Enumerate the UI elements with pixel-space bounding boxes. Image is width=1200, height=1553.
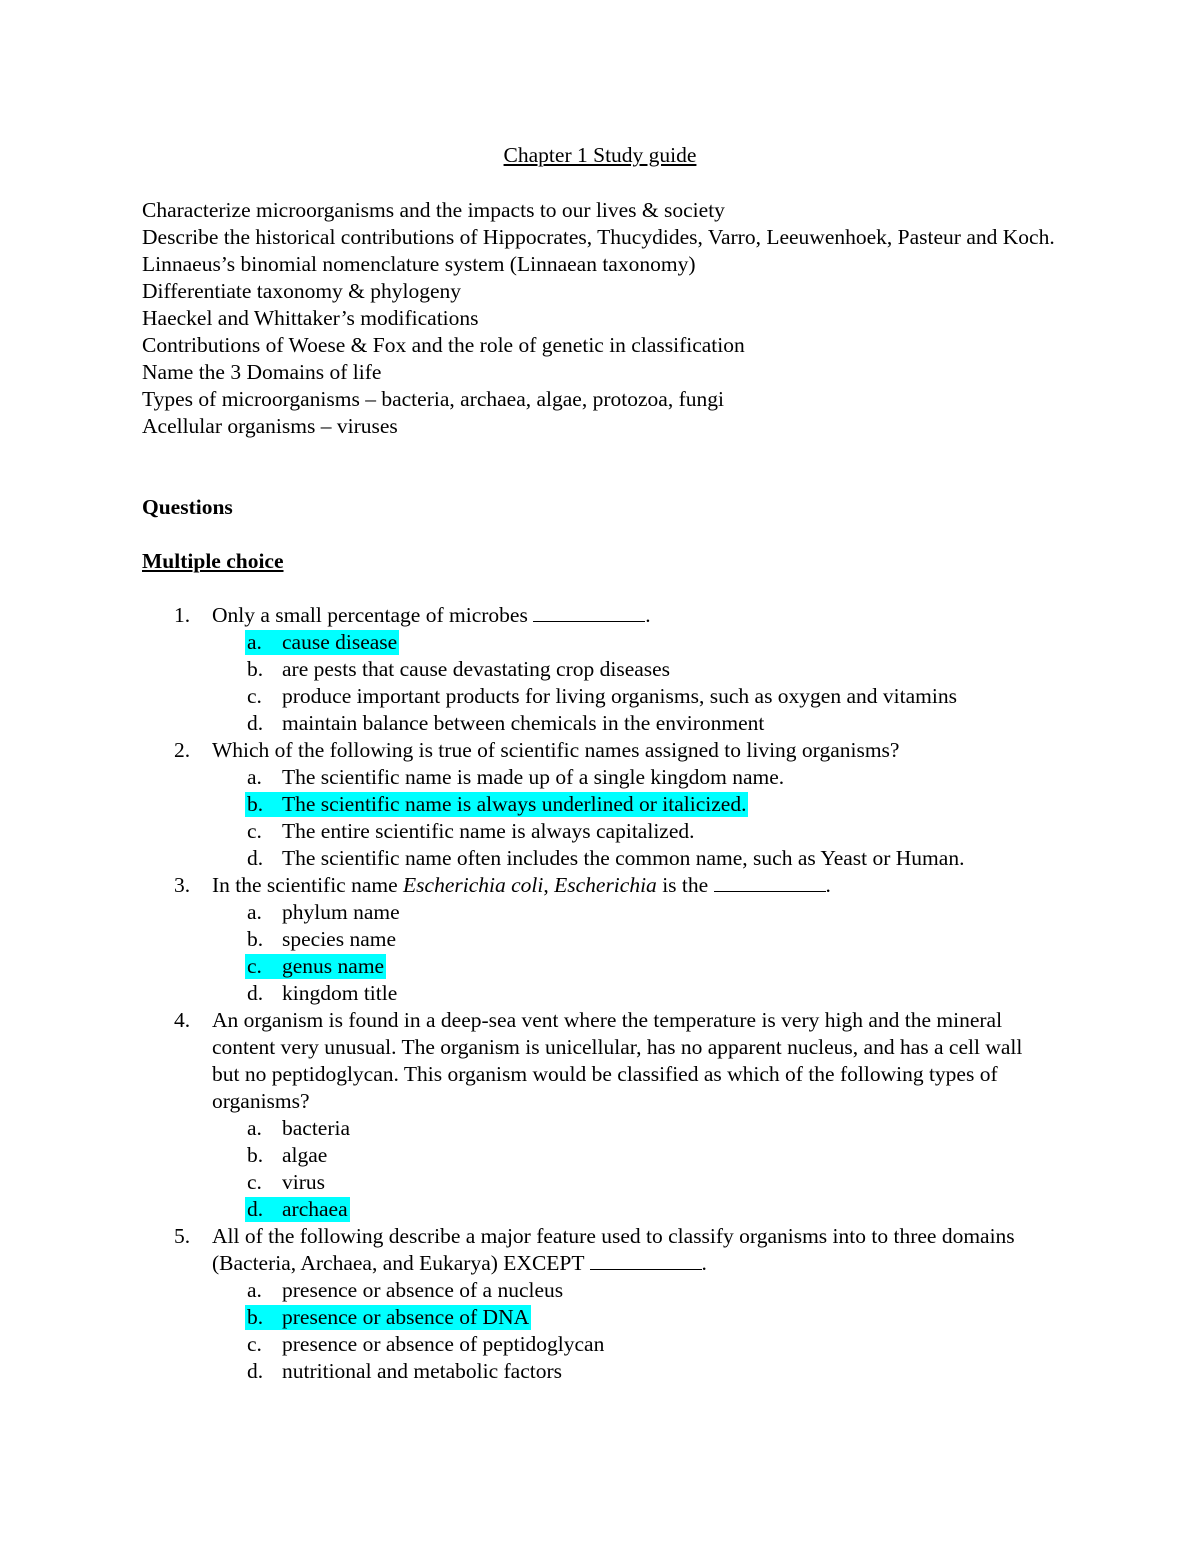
answer-option — [0, 1115, 1200, 1142]
answer-option-highlighted — [0, 1304, 1200, 1331]
question-stem — [212, 603, 651, 627]
study-objectives — [142, 197, 1060, 440]
option-text: bacteria — [282, 1116, 351, 1140]
answer-option — [0, 683, 1200, 710]
option-text: The entire scientific name is always capitalized. — [282, 819, 695, 843]
option-letter: a. — [247, 900, 262, 924]
option-text: nutritional and metabolic factors — [282, 1359, 563, 1383]
option-letter: b. — [247, 657, 264, 681]
question-number: 2. — [174, 738, 191, 762]
option-text: virus — [282, 1170, 325, 1194]
option-letter: b. — [247, 1143, 264, 1167]
option-text: presence or absence of peptidoglycan — [282, 1332, 605, 1356]
page-title: Chapter 1 Study guide — [503, 143, 697, 167]
question-stem — [212, 1008, 1022, 1113]
option-letter: c. — [247, 819, 262, 843]
option-letter: a. — [247, 630, 262, 654]
option-letter: c. — [247, 684, 262, 708]
question-text: All of the following describe a major feature used to classify organisms into to three domains (Bacteria, Archaea, and Eukarya) EXCEPT — [212, 1224, 1015, 1275]
question-item — [0, 602, 1052, 629]
blank-suffix: . — [645, 603, 651, 627]
answer-option — [0, 899, 1200, 926]
option-text: The scientific name often includes the common name, such as Yeast or Human. — [282, 846, 965, 870]
blank-suffix: . — [701, 1251, 707, 1275]
answer-blank — [590, 1251, 702, 1270]
option-text: species name — [282, 927, 397, 951]
option-text: algae — [282, 1143, 328, 1167]
question-stem — [212, 1224, 1015, 1275]
question-stem — [212, 873, 831, 897]
objective-item: Characterize microorganisms and the impacts to our lives & society — [142, 198, 725, 222]
option-letter: c. — [247, 1332, 262, 1356]
question-item — [0, 872, 1052, 899]
answer-option — [0, 818, 1200, 845]
answer-option — [0, 1142, 1200, 1169]
answer-option-highlighted — [0, 953, 1200, 980]
option-letter: d. — [247, 981, 264, 1005]
question-number: 3. — [174, 873, 191, 897]
multiple-choice-heading: Multiple choice — [142, 549, 284, 573]
scientific-name-italic: Escherichia — [554, 873, 657, 897]
question-text: In the scientific name — [212, 873, 404, 897]
option-text: cause disease — [282, 630, 398, 654]
answer-option — [0, 980, 1200, 1007]
question-stem — [212, 738, 899, 762]
option-letter: a. — [247, 765, 262, 789]
option-letter: d. — [247, 1197, 264, 1221]
blank-suffix: . — [825, 873, 831, 897]
option-text: kingdom title — [282, 981, 398, 1005]
question-text: , — [543, 873, 555, 897]
scientific-name-italic: Escherichia coli — [403, 873, 544, 897]
answer-option-highlighted — [0, 629, 1200, 656]
option-text: The scientific name is always underlined or italicized. — [282, 792, 747, 816]
option-text: produce important products for living organisms, such as oxygen and vitamins — [282, 684, 957, 708]
option-letter: b. — [247, 927, 264, 951]
option-text: phylum name — [282, 900, 400, 924]
option-text: are pests that cause devastating crop diseases — [282, 657, 671, 681]
answer-option — [0, 1331, 1200, 1358]
option-letter: a. — [247, 1116, 262, 1140]
objective-item: Contributions of Woese & Fox and the role of genetic in classification — [142, 333, 745, 357]
question-text: Only a small percentage of microbes — [212, 603, 534, 627]
option-text: presence or absence of DNA — [282, 1305, 530, 1329]
objective-item: Name the 3 Domains of life — [142, 360, 382, 384]
option-letter: c. — [247, 954, 262, 978]
option-text: The scientific name is made up of a single kingdom name. — [282, 765, 785, 789]
answer-blank — [533, 603, 645, 622]
question-item — [0, 1223, 1052, 1277]
answer-option — [0, 845, 1200, 872]
objective-item: Linnaeus’s binomial nomenclature system (Linnaean taxonomy) — [142, 252, 696, 276]
objective-item: Haeckel and Whittaker’s modifications — [142, 306, 479, 330]
option-letter: b. — [247, 1305, 264, 1329]
option-letter: d. — [247, 711, 264, 735]
option-letter: a. — [247, 1278, 262, 1302]
objective-item: Acellular organisms – viruses — [142, 414, 398, 438]
question-number: 1. — [174, 603, 191, 627]
objective-item: Differentiate taxonomy & phylogeny — [142, 279, 462, 303]
answer-option-highlighted — [0, 1196, 1200, 1223]
answer-option — [0, 764, 1200, 791]
option-text: genus name — [282, 954, 385, 978]
question-text: An organism is found in a deep-sea vent where the temperature is very high and the mineral content very unusual. The organism is unicellular, has no apparent nucleus, and has a cell wall but no peptidoglycan. This organism would be classified as which of the following types of organisms? — [212, 1008, 1023, 1113]
question-item — [0, 737, 1052, 764]
option-text: presence or absence of a nucleus — [282, 1278, 564, 1302]
answer-option — [0, 656, 1200, 683]
answer-option — [0, 710, 1200, 737]
objective-item: Types of microorganisms – bacteria, archaea, algae, protozoa, fungi — [142, 387, 724, 411]
answer-blank — [714, 873, 826, 892]
question-number: 4. — [174, 1008, 191, 1032]
option-letter: b. — [247, 792, 264, 816]
option-text: archaea — [282, 1197, 348, 1221]
answer-option — [0, 1277, 1200, 1304]
option-letter: c. — [247, 1170, 262, 1194]
option-letter: d. — [247, 846, 264, 870]
questions-heading: Questions — [142, 495, 233, 519]
answer-option-highlighted — [0, 791, 1200, 818]
answer-option — [0, 1358, 1200, 1385]
question-item — [0, 1007, 1052, 1115]
option-text: maintain balance between chemicals in the environment — [282, 711, 765, 735]
answer-option — [0, 1169, 1200, 1196]
question-number: 5. — [174, 1224, 191, 1248]
answer-option — [0, 926, 1200, 953]
option-letter: d. — [247, 1359, 264, 1383]
objective-item: Describe the historical contributions of Hippocrates, Thucydides, Varro, Leeuwenhoek, Pasteur and Koch. — [142, 225, 1055, 249]
question-text: Which of the following is true of scientific names assigned to living organisms? — [212, 738, 900, 762]
question-text: is the — [656, 873, 714, 897]
question-list — [0, 602, 1200, 1385]
